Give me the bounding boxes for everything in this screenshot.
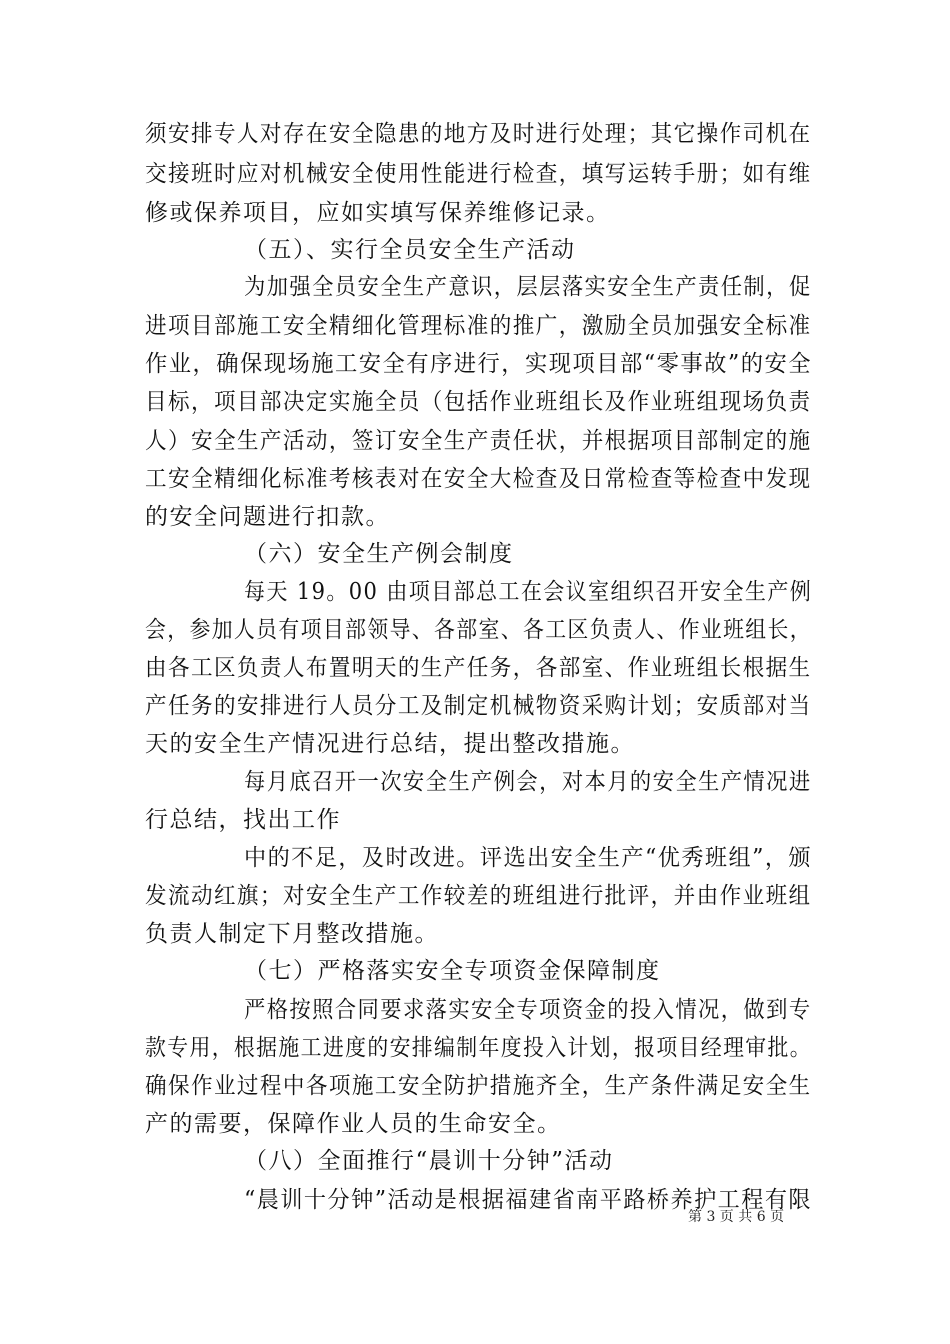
section-heading-5: （五）、实行全员安全生产活动 [244, 237, 576, 263]
text-line: 发流动红旗；对安全生产工作较差的班组进行批评，并由作业班组 [145, 883, 812, 909]
page-number-footer: 第 3 页 共 6 页 [688, 1209, 785, 1225]
section-heading-8: （八）全面推行“晨训十分钟”活动 [244, 1148, 614, 1174]
text-line: 产任务的安排进行人员分工及制定机械物资采购计划；安质部对当 [145, 693, 812, 719]
text-line: 由各工区负责人布置明天的生产任务，各部室、作业班组长根据生 [145, 655, 812, 681]
text-line: 人）安全生产活动，签订安全生产责任状，并根据项目部制定的施 [145, 428, 812, 454]
text-line: 每月底召开一次安全生产例会，对本月的安全生产情况进 [244, 769, 812, 795]
text-line: 交接班时应对机械安全使用性能进行检查，填写运转手册；如有维 [145, 161, 812, 187]
section-heading-7: （七）严格落实安全专项资金保障制度 [244, 958, 661, 984]
text-line: 须安排专人对存在安全隐患的地方及时进行处理；其它操作司机在 [145, 121, 812, 147]
text-line: 行总结，找出工作 [145, 807, 341, 833]
text-line: 的安全问题进行扣款。 [145, 504, 390, 530]
text-line: 目标，项目部决定实施全员（包括作业班组长及作业班组现场负责 [145, 389, 812, 415]
text-line: 为加强全员安全生产意识，层层落实安全生产责任制，促 [244, 274, 812, 300]
text-line: 作业，确保现场施工安全有序进行，实现项目部“零事故”的安全 [145, 351, 813, 377]
text-line: 中的不足，及时改进。评选出安全生产“优秀班组”，颁 [244, 845, 813, 871]
text-line: 进项目部施工安全精细化管理标准的推广，激励全员加强安全标准 [145, 313, 812, 339]
text-line: 严格按照合同要求落实安全专项资金的投入情况，做到专 [244, 997, 812, 1023]
text-line: 产的需要，保障作业人员的生命安全。 [145, 1111, 562, 1137]
text-line: 款专用，根据施工进度的安排编制年度投入计划，报项目经理审批。 [145, 1035, 812, 1061]
text-line: 每天 19。00 由项目部总工在会议室组织召开安全生产例 [244, 579, 813, 605]
text-line: 修或保养项目，应如实填写保养维修记录。 [145, 200, 611, 226]
text-line: 工安全精细化标准考核表对在安全大检查及日常检查等检查中发现 [145, 466, 812, 492]
text-line: “晨训十分钟”活动是根据福建省南平路桥养护工程有限 [244, 1187, 813, 1213]
section-heading-6: （六）安全生产例会制度 [244, 541, 514, 567]
text-line: 会，参加人员有项目部领导、各部室、各工区负责人、作业班组长， [145, 617, 812, 643]
text-line: 负责人制定下月整改措施。 [145, 921, 439, 947]
text-line: 天的安全生产情况进行总结，提出整改措施。 [145, 731, 635, 757]
text-line: 确保作业过程中各项施工安全防护措施齐全，生产条件满足安全生 [145, 1073, 812, 1099]
